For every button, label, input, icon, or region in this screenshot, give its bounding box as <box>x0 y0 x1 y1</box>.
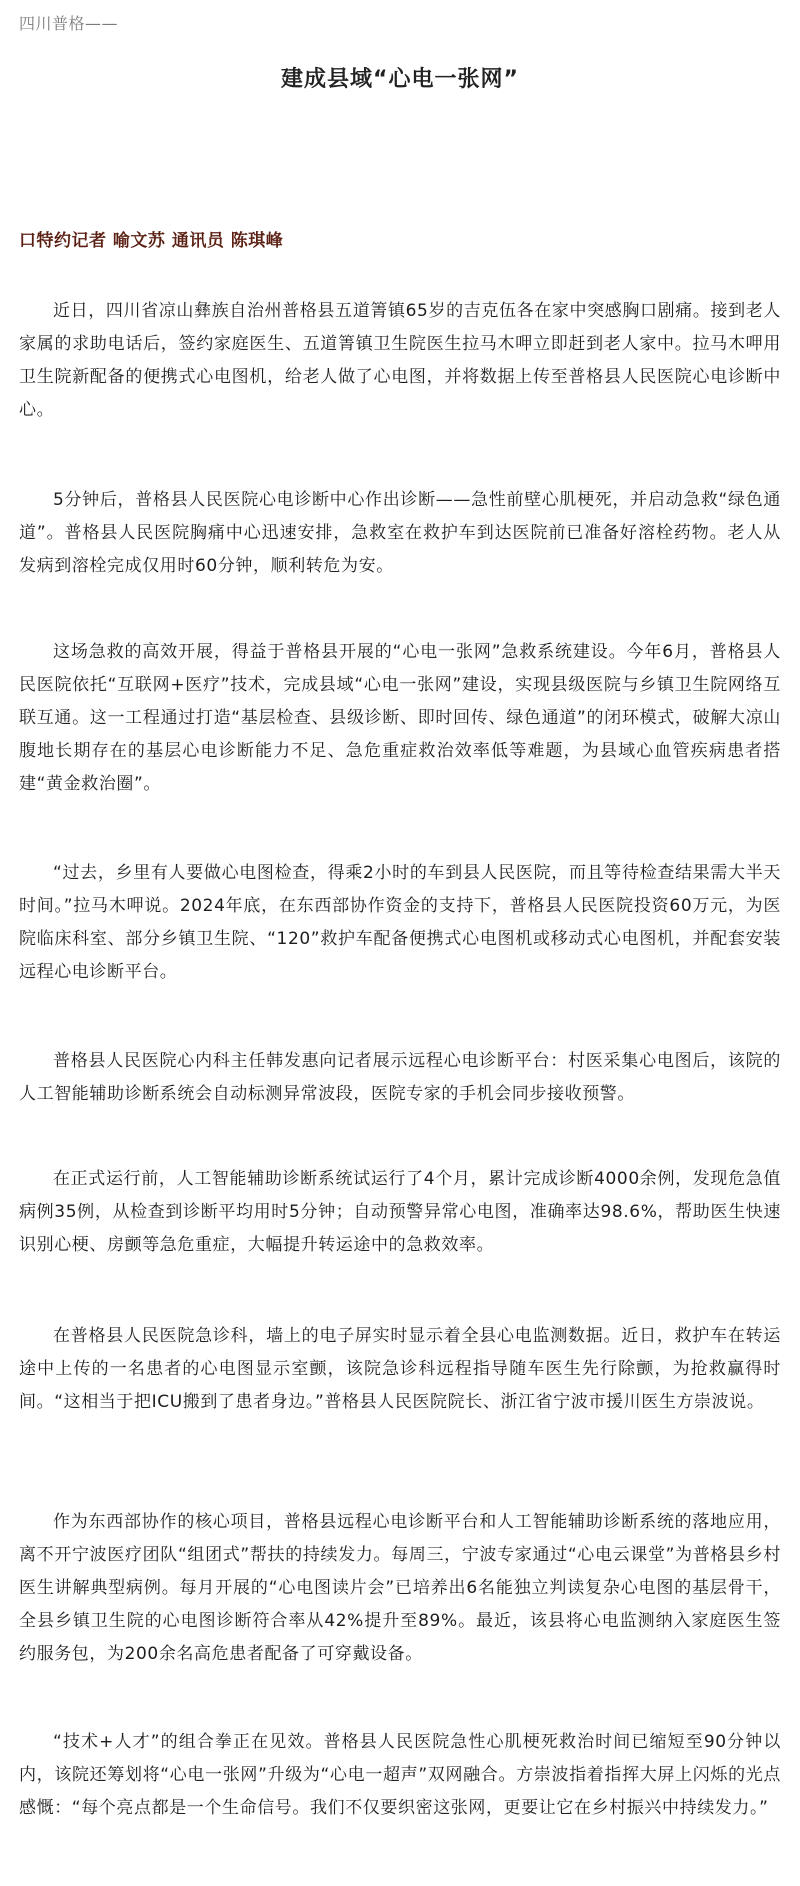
article-byline: 口特约记者 喻文苏 通讯员 陈琪峰 <box>19 231 284 251</box>
body-paragraph: “过去，乡里有人要做心电图检查，得乘2小时的车到县人民医院，而且等待检查结果需大半天时间。”拉马木呷说。2024年底，在东西部协作资金的支持下，普格县人民医院投资60万元，为医院临床科室、部分乡镇卫生院、“120”救护车配备便携式心电图机或移动式心电图机，并配套安装远程心电诊断平台。 <box>19 863 781 982</box>
body-paragraph: 近日，四川省凉山彝族自治州普格县五道箐镇65岁的吉克伍各在家中突感胸口剧痛。接到老人家属的求助电话后，签约家庭医生、五道箐镇卫生院医生拉马木呷立即赶到老人家中。拉马木呷用卫生院新配备的便携式心电图机，给老人做了心电图，并将数据上传至普格县人民医院心电诊断中心。 <box>19 301 781 420</box>
body-paragraph: “技术+人才”的组合拳正在见效。普格县人民医院急性心肌梗死救治时间已缩短至90分钟以内，该院还筹划将“心电一张网”升级为“心电一超声”双网融合。方崇波指着指挥大屏上闪烁的光点感慨：“每个亮点都是一个生命信号。我们不仅要织密这张网，更要让它在乡村振兴中持续发力。” <box>19 1732 781 1818</box>
body-paragraph: 5分钟后，普格县人民医院心电诊断中心作出诊断——急性前壁心肌梗死，并启动急救“绿色通道”。普格县人民医院胸痛中心迅速安排，急救室在救护车到达医院前已准备好溶栓药物。老人从发病到溶栓完成仅用时60分钟，顺利转危为安。 <box>19 490 781 576</box>
body-paragraph: 这场急救的高效开展，得益于普格县开展的“心电一张网”急救系统建设。今年6月，普格县人民医院依托“互联网+医疗”技术，完成县域“心电一张网”建设，实现县级医院与乡镇卫生院网络互联互通。这一工程通过打造“基层检查、县级诊断、即时回传、绿色通道”的闭环模式，破解大凉山腹地长期存在的基层心电诊断能力不足、急危重症救治效率低等难题，为县域心血管疾病患者搭建“黄金救治圈”。 <box>19 642 781 794</box>
body-paragraph: 普格县人民医院心内科主任韩发惠向记者展示远程心电诊断平台：村医采集心电图后，该院的人工智能辅助诊断系统会自动标测异常波段，医院专家的手机会同步接收预警。 <box>19 1051 781 1104</box>
body-paragraph: 在普格县人民医院急诊科，墙上的电子屏实时显示着全县心电监测数据。近日，救护车在转运途中上传的一名患者的心电图显示室颤，该院急诊科远程指导随车医生先行除颤，为抢救赢得时间。“这相当于把ICU搬到了患者身边。”普格县人民医院院长、浙江省宁波市援川医生方崇波说。 <box>19 1326 781 1412</box>
body-paragraph: 在正式运行前，人工智能辅助诊断系统试运行了4个月，累计完成诊断4000余例，发现危急值病例35例，从检查到诊断平均用时5分钟；自动预警异常心电图，准确率达98.6%，帮助医生快速识别心梗、房颤等急危重症，大幅提升转运途中的急救效率。 <box>19 1169 781 1255</box>
section-label: 四川普格—— <box>19 14 119 33</box>
body-paragraph: 作为东西部协作的核心项目，普格县远程心电诊断平台和人工智能辅助诊断系统的落地应用，离不开宁波医疗团队“组团式”帮扶的持续发力。每周三，宁波专家通过“心电云课堂”为普格县乡村医生讲解典型病例。每月开展的“心电图读片会”已培养出6名能独立判读复杂心电图的基层骨干，全县乡镇卫生院的心电图诊断符合率从42%提升至89%。最近，该县将心电监测纳入家庭医生签约服务包，为200余名高危患者配备了可穿戴设备。 <box>19 1512 781 1664</box>
article-headline: 建成县域“心电一张网” <box>281 67 519 92</box>
